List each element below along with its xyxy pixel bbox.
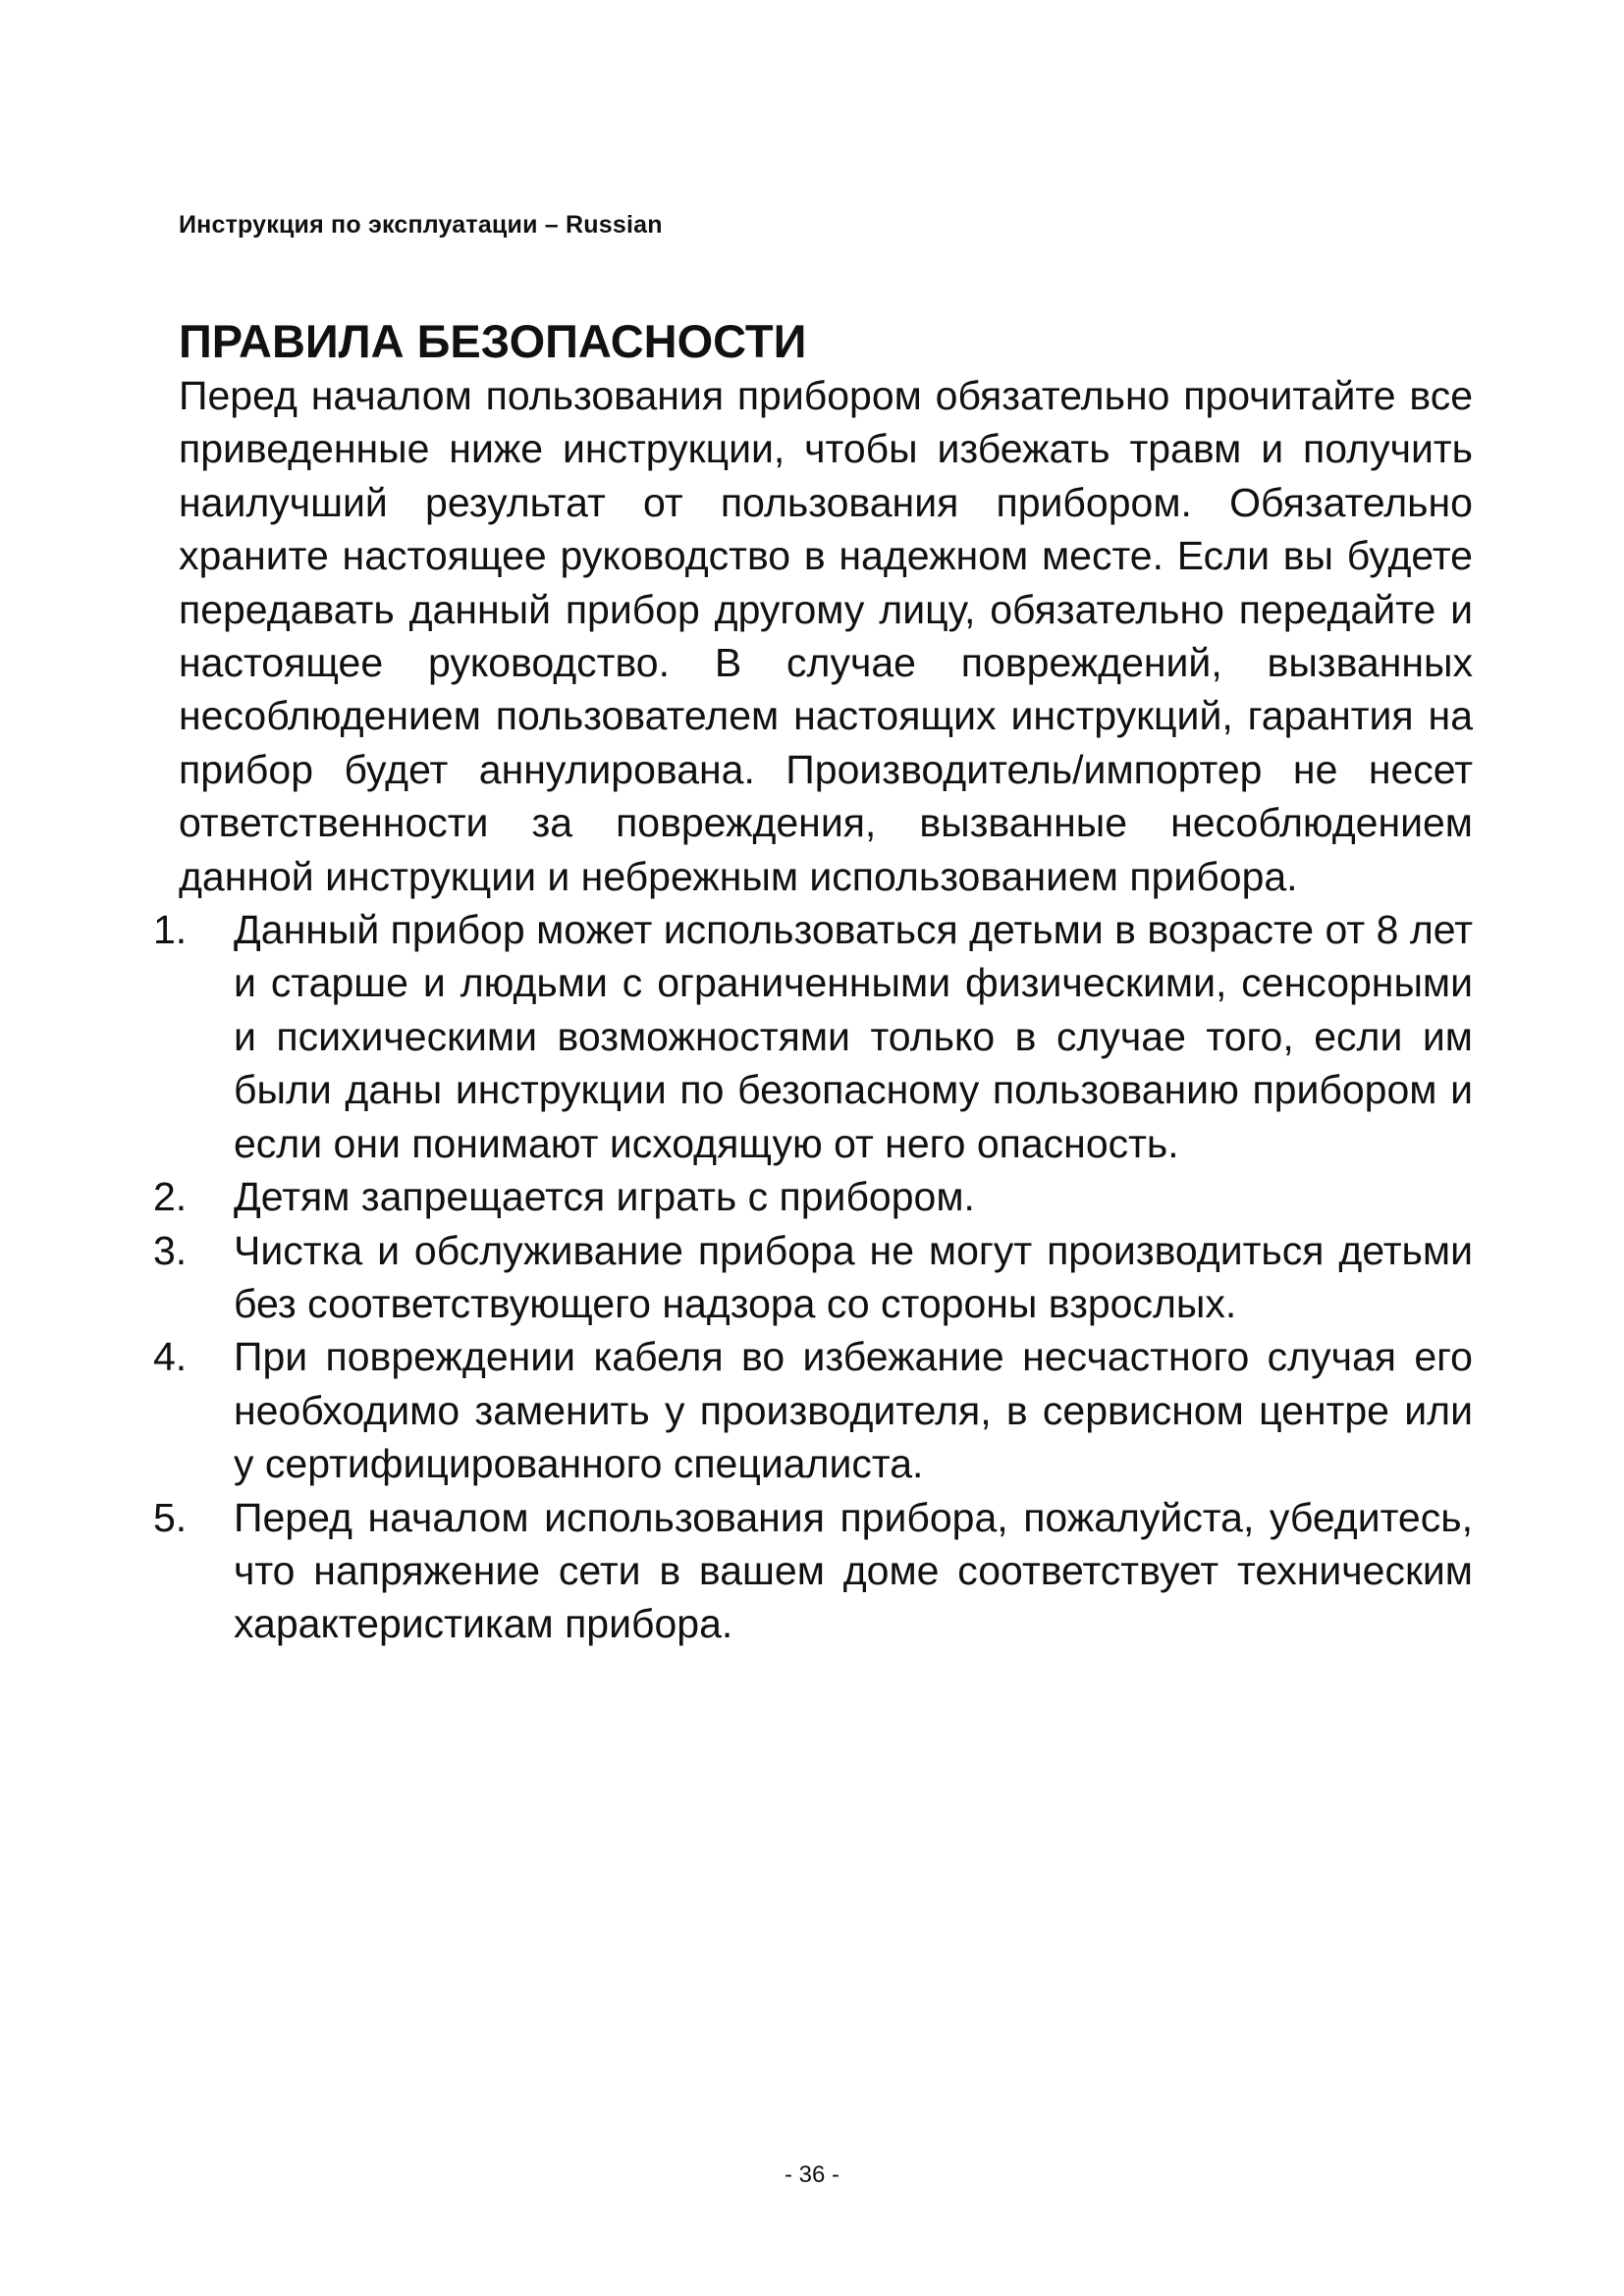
list-item-number: 4. — [153, 1334, 188, 1380]
list-item-text: Детям запрещается играть с прибором. — [234, 1174, 975, 1220]
list-item-number: 3. — [153, 1227, 188, 1273]
list-item — [153, 903, 1473, 1170]
list-item-number: 1. — [153, 907, 188, 953]
intro-paragraph: Перед началом пользования прибором обязательно прочитайте все приведенные ниже инструкции, чтобы избежать травм и получить наилучший результат от пользования прибором. Обязательно храните настоящее руководство в надежном месте. Если вы будете передавать данный прибор другому лицу, обязательно передайте и настоящее руководство. В случае повреждений, вызванных несоблюдением пользователем настоящих инструкций, гарантия на прибор будет аннулирована. Производитель/импортер не несет ответственности за повреждения, вызванные несоблюдением данной инструкции и небрежным использованием прибора. — [179, 373, 1473, 899]
list-item-number: 2. — [153, 1174, 188, 1220]
list-item — [153, 1330, 1473, 1490]
safety-rules-list — [153, 903, 1473, 1651]
list-item — [153, 1170, 1473, 1223]
list-item-number: 5. — [153, 1494, 188, 1540]
running-header: Инструкция по эксплуатации – Russian — [179, 211, 663, 239]
list-item — [153, 1224, 1473, 1331]
list-item — [153, 1491, 1473, 1651]
section-title: ПРАВИЛА БЕЗОПАСНОСТИ — [179, 315, 807, 367]
list-item-text: Данный прибор может использоваться детьми в возрасте от 8 лет и старше и людьми с ограниченными физическими, сенсорными и психическими возможностями только в случае того, если им были даны инструкции по безопасному пользованию прибором и если они понимают исходящую от него опасность. — [234, 907, 1473, 1166]
list-item-text: Чистка и обслуживание прибора не могут производиться детьми без соответствующего надзора со стороны взрослых. — [234, 1227, 1473, 1326]
list-item-text: Перед началом использования прибора, пожалуйста, убедитесь, что напряжение сети в вашем доме соответствует техническим характеристикам прибора. — [234, 1494, 1473, 1647]
list-item-text: При повреждении кабеля во избежание несчастного случая его необходимо заменить у производителя, в сервисном центре или у сертифицированного специалиста. — [234, 1334, 1473, 1487]
page-number: - 36 - — [784, 2162, 839, 2188]
safety-section — [153, 314, 1473, 1651]
